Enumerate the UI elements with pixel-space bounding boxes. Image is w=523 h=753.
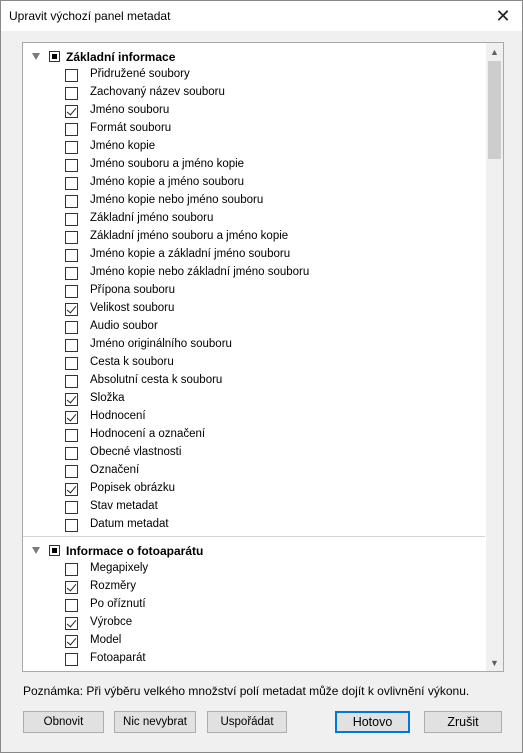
item-label: Složka — [90, 392, 125, 404]
list-item[interactable] — [23, 228, 485, 246]
item-label: Model — [90, 634, 122, 646]
list-item[interactable] — [23, 66, 485, 84]
item-label: Hodnocení — [90, 410, 146, 422]
done-button[interactable]: Hotovo — [335, 711, 410, 733]
list-item[interactable] — [23, 84, 485, 102]
list-item[interactable] — [23, 318, 485, 336]
group-separator — [23, 536, 485, 537]
list-item[interactable] — [23, 516, 485, 534]
item-label: Popisek obrázku — [90, 482, 176, 494]
item-checkbox[interactable] — [65, 195, 78, 208]
item-checkbox[interactable] — [65, 617, 78, 630]
item-label: Jméno kopie nebo základní jméno souboru — [90, 266, 310, 278]
list-item[interactable] — [23, 498, 485, 516]
performance-note: Poznámka: Při výběru velkého množství polí metadat může dojít k ovlivnění výkonu. — [23, 684, 470, 698]
list-item[interactable] — [23, 444, 485, 462]
item-checkbox[interactable] — [65, 303, 78, 316]
item-label: Velikost souboru — [90, 302, 175, 314]
item-checkbox[interactable] — [65, 375, 78, 388]
item-label: Absolutní cesta k souboru — [90, 374, 223, 386]
group-label: Informace o fotoaparátu — [66, 544, 204, 558]
item-checkbox[interactable] — [65, 393, 78, 406]
item-checkbox[interactable] — [65, 159, 78, 172]
close-icon[interactable]: ✕ — [495, 5, 511, 26]
item-checkbox[interactable] — [65, 357, 78, 370]
list-item[interactable] — [23, 138, 485, 156]
item-label: Jméno kopie — [90, 140, 156, 152]
item-checkbox[interactable] — [65, 501, 78, 514]
list-item[interactable] — [23, 390, 485, 408]
group-checkbox[interactable] — [49, 545, 60, 556]
item-checkbox[interactable] — [65, 267, 78, 280]
list-item[interactable] — [23, 372, 485, 390]
refresh-button[interactable]: Obnovit — [23, 711, 104, 733]
list-item[interactable] — [23, 120, 485, 138]
item-label: Jméno kopie nebo jméno souboru — [90, 194, 264, 206]
item-label: Audio soubor — [90, 320, 158, 332]
scroll-down-icon[interactable]: ▼ — [490, 657, 499, 668]
item-checkbox[interactable] — [65, 447, 78, 460]
item-label: Fotoaparát — [90, 652, 146, 664]
list-item[interactable] — [23, 156, 485, 174]
item-label: Zachovaný název souboru — [90, 86, 225, 98]
triangle-down-icon[interactable] — [32, 547, 40, 554]
item-checkbox[interactable] — [65, 123, 78, 136]
list-item[interactable] — [23, 264, 485, 282]
group-header[interactable] — [23, 542, 485, 560]
list-item[interactable] — [23, 426, 485, 444]
item-label: Formát souboru — [90, 122, 172, 134]
list-item[interactable] — [23, 560, 485, 578]
item-checkbox[interactable] — [65, 249, 78, 262]
item-checkbox[interactable] — [65, 339, 78, 352]
list-item[interactable] — [23, 102, 485, 120]
item-label: Hodnocení a označení — [90, 428, 206, 440]
list-item[interactable] — [23, 578, 485, 596]
item-label: Jméno kopie a jméno souboru — [90, 176, 245, 188]
vertical-scrollbar[interactable] — [486, 43, 503, 671]
list-item[interactable] — [23, 596, 485, 614]
scrollbar-thumb[interactable] — [488, 61, 501, 159]
item-checkbox[interactable] — [65, 411, 78, 424]
item-label: Základní jméno souboru a jméno kopie — [90, 230, 289, 242]
item-label: Obecné vlastnosti — [90, 446, 182, 458]
scroll-up-icon[interactable]: ▲ — [490, 46, 499, 57]
item-checkbox[interactable] — [65, 519, 78, 532]
group-checkbox[interactable] — [49, 51, 60, 62]
item-checkbox[interactable] — [65, 213, 78, 226]
item-checkbox[interactable] — [65, 285, 78, 298]
list-item[interactable] — [23, 614, 485, 632]
item-checkbox[interactable] — [65, 635, 78, 648]
item-label: Po oříznutí — [90, 598, 146, 610]
item-label: Jméno kopie a základní jméno souboru — [90, 248, 291, 260]
window-title: Upravit výchozí panel metadat — [9, 9, 171, 23]
title-bar — [1, 1, 522, 31]
item-label: Stav metadat — [90, 500, 158, 512]
group-header[interactable] — [23, 48, 485, 66]
item-label: Megapixely — [90, 562, 149, 574]
list-item[interactable] — [23, 462, 485, 480]
list-item[interactable] — [23, 246, 485, 264]
item-label: Jméno originálního souboru — [90, 338, 232, 350]
item-checkbox[interactable] — [65, 465, 78, 478]
item-checkbox[interactable] — [65, 141, 78, 154]
item-checkbox[interactable] — [65, 105, 78, 118]
item-label: Základní jméno souboru — [90, 212, 214, 224]
metadata-field-list[interactable] — [22, 42, 504, 672]
item-label: Jméno souboru — [90, 104, 170, 116]
item-label: Jméno souboru a jméno kopie — [90, 158, 245, 170]
item-checkbox[interactable] — [65, 563, 78, 576]
item-checkbox[interactable] — [65, 87, 78, 100]
list-item[interactable] — [23, 192, 485, 210]
item-label: Datum metadat — [90, 518, 169, 530]
item-label: Výrobce — [90, 616, 133, 628]
list-item[interactable] — [23, 336, 485, 354]
item-checkbox[interactable] — [65, 429, 78, 442]
item-label: Cesta k souboru — [90, 356, 174, 368]
item-checkbox[interactable] — [65, 653, 78, 666]
arrange-button[interactable]: Uspořádat — [207, 711, 287, 733]
list-content — [23, 43, 485, 671]
item-checkbox[interactable] — [65, 177, 78, 190]
list-item[interactable] — [23, 650, 485, 668]
list-item[interactable] — [23, 210, 485, 228]
list-item[interactable] — [23, 480, 485, 498]
item-label: Označení — [90, 464, 140, 476]
item-checkbox[interactable] — [65, 483, 78, 496]
item-label: Přípona souboru — [90, 284, 176, 296]
item-label: Rozměry — [90, 580, 137, 592]
item-checkbox[interactable] — [65, 69, 78, 82]
list-item[interactable] — [23, 354, 485, 372]
list-item[interactable] — [23, 282, 485, 300]
item-checkbox[interactable] — [65, 231, 78, 244]
item-checkbox[interactable] — [65, 321, 78, 334]
select-none-button[interactable]: Nic nevybrat — [114, 711, 196, 733]
item-label: Přidružené soubory — [90, 68, 190, 80]
list-item[interactable] — [23, 408, 485, 426]
list-item[interactable] — [23, 632, 485, 650]
item-checkbox[interactable] — [65, 581, 78, 594]
group-label: Základní informace — [66, 50, 176, 64]
list-item[interactable] — [23, 300, 485, 318]
cancel-button[interactable]: Zrušit — [424, 711, 502, 733]
item-checkbox[interactable] — [65, 599, 78, 612]
triangle-down-icon[interactable] — [32, 53, 40, 60]
list-item[interactable] — [23, 174, 485, 192]
